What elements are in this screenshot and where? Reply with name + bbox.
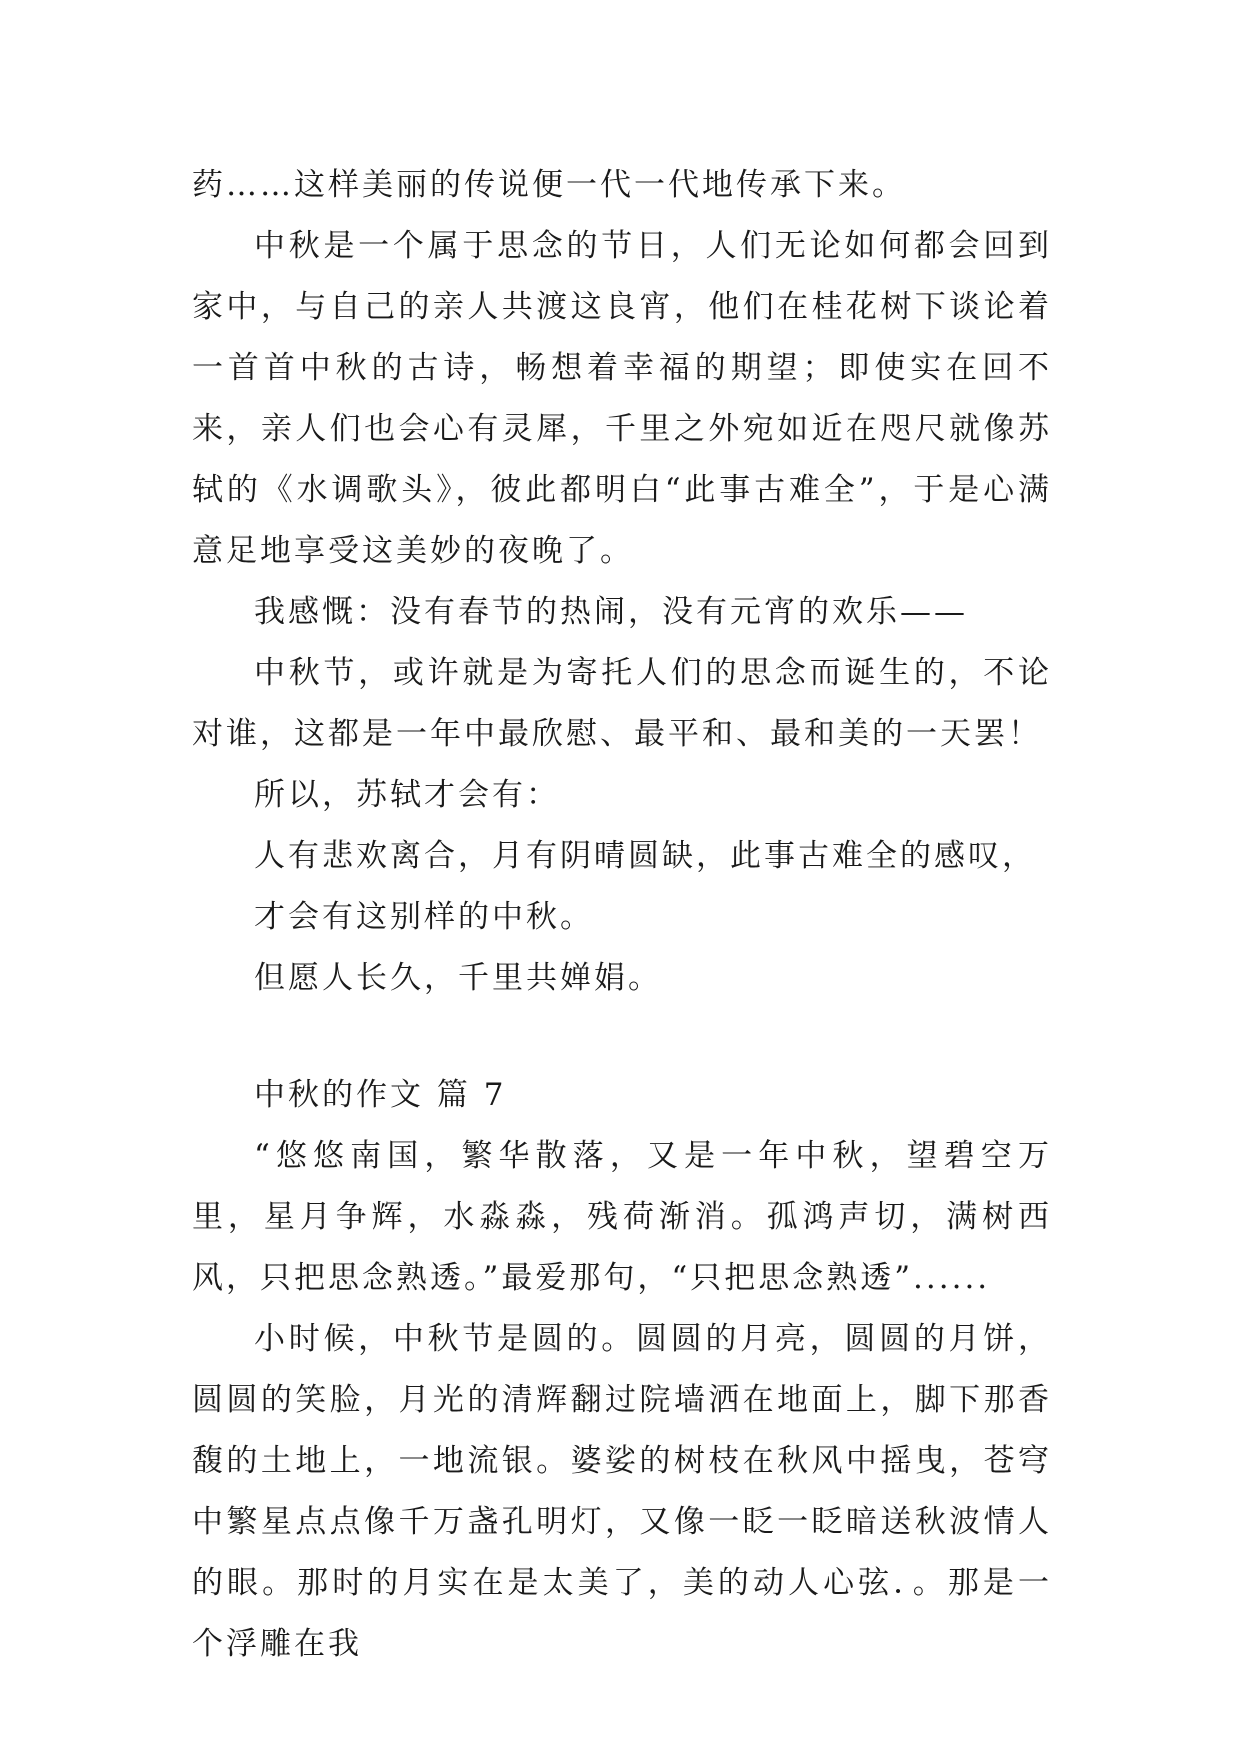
paragraph-continuation: 药……这样美丽的传说便一代一代地传承下来。 — [192, 167, 906, 203]
paragraph: 我感慨：没有春节的热闹，没有元宵的欢乐—— — [254, 594, 968, 630]
paragraph: 所以，苏轼才会有： — [254, 777, 560, 813]
paragraph: 中秋是一个属于思念的节日，人们无论如何都会回到家中，与自己的亲人共渡这良宵，他们在桂花树下谈论着一首首中秋的古诗，畅想着幸福的期望；即使实在回不来，亲人们也会心有灵犀，千里之外宛如近在咫尺就像苏轼的《水调歌头》，彼此都明白“此事古难全”，于是心满意足地享受这美妙的夜晚了。 — [192, 228, 1052, 569]
paragraph: 中秋节，或许就是为寄托人们的思念而诞生的，不论对谁，这都是一年中最欣慰、最平和、最和美的一天罢！ — [192, 655, 1052, 752]
paragraph: 人有悲欢离合，月有阴晴圆缺，此事古难全的感叹， — [254, 838, 1036, 874]
paragraph: 但愿人长久，千里共婵娟。 — [254, 960, 662, 996]
paragraph: “悠悠南国，繁华散落，又是一年中秋，望碧空万里，星月争辉，水淼淼，残荷渐消。孤鸿声切，满树西风，只把思念熟透。”最爱那句，“只把思念熟透”...... — [192, 1138, 1052, 1296]
paragraph: 小时候，中秋节是圆的。圆圆的月亮，圆圆的月饼，圆圆的笑脸，月光的清辉翻过院墙洒在地面上，脚下那香馥的土地上，一地流银。婆娑的树枝在秋风中摇曳，苍穹中繁星点点像千万盏孔明灯，又像一眨一眨暗送秋波情人的眼。那时的月实在是太美了，美的动人心弦．。那是一个浮雕在我 — [192, 1321, 1052, 1662]
document-body — [192, 155, 1052, 1675]
paragraph: 才会有这别样的中秋。 — [254, 899, 594, 935]
section-heading: 中秋的作文 篇 7 — [254, 1077, 507, 1113]
